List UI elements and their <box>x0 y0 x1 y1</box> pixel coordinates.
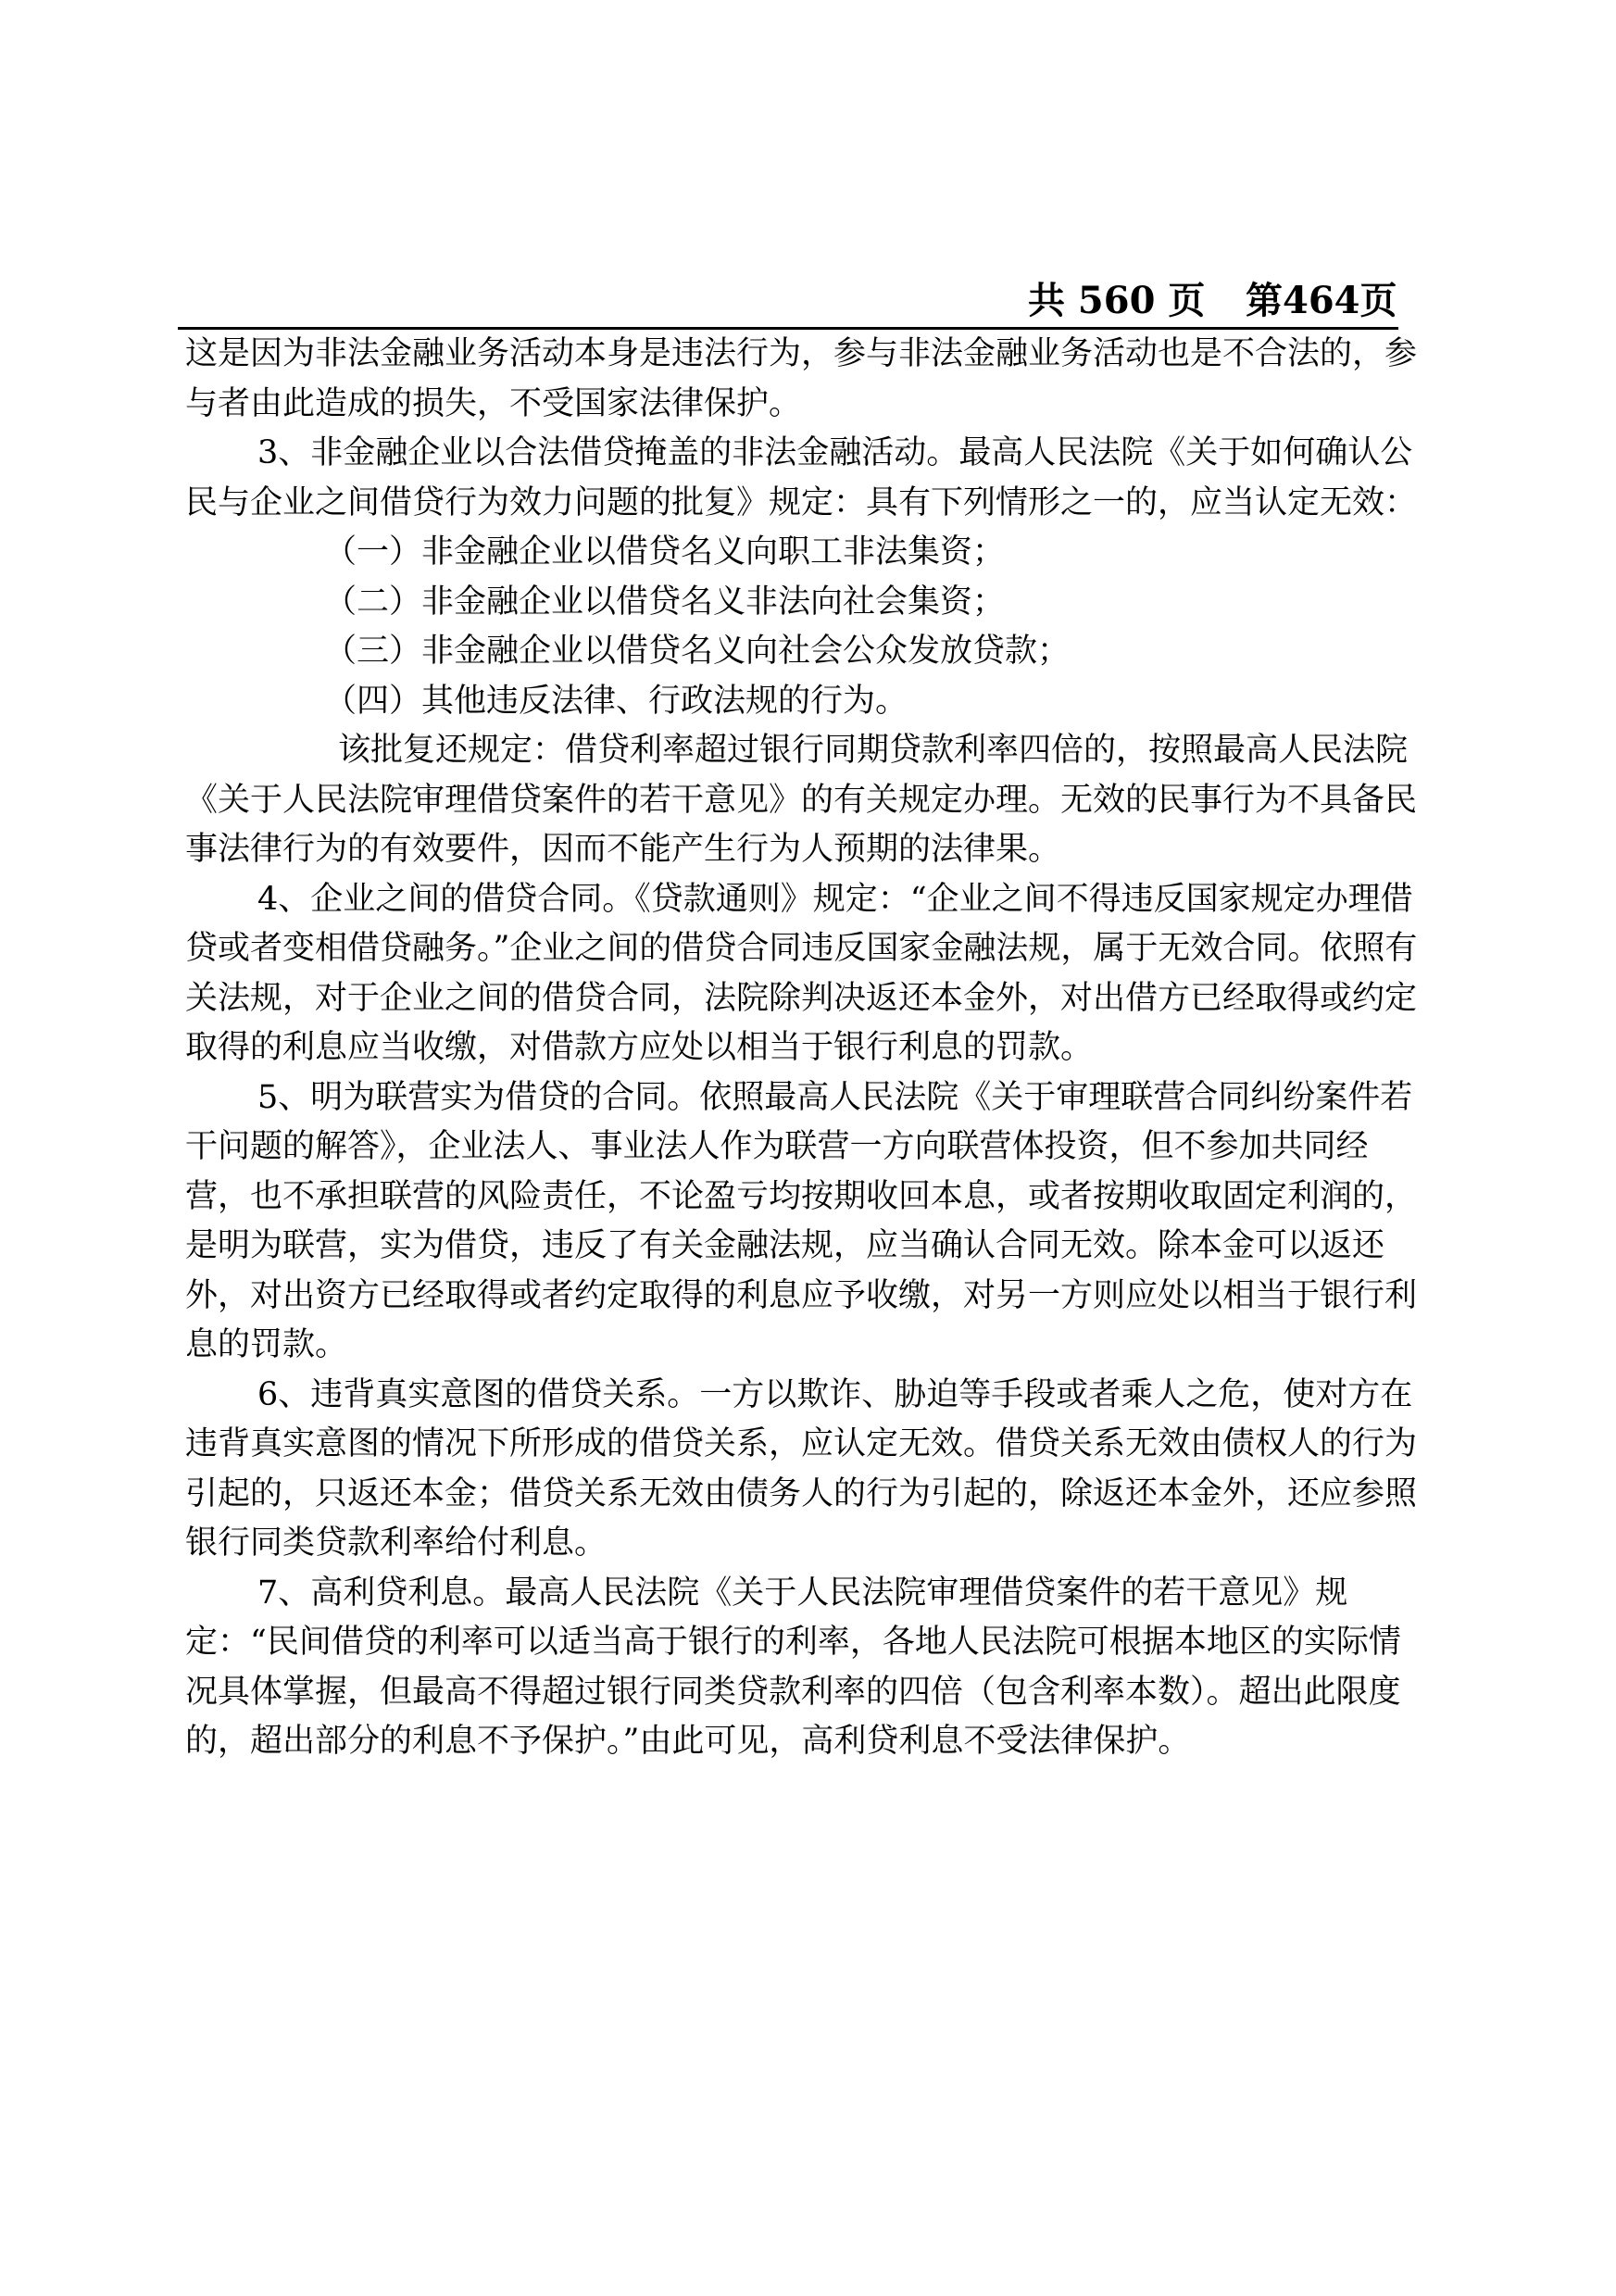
list-item-1: （一）非金融企业以借贷名义向职工非法集资； <box>324 533 1006 571</box>
paragraph-item-3: 3、非金融企业以合法借贷掩盖的非法金融活动。最高人民法院《关于如何确认公民与企业之间借贷行为效力问题的批复》规定：具有下列情形之一的，应当认定无效： <box>185 434 1418 521</box>
total-pages: 共 560 页 <box>1028 279 1206 322</box>
paragraph-reply-note: 该批复还规定：借贷利率超过银行同期贷款利率四倍的，按照最高人民法院《关于人民法院审理借贷案件的若干意见》的有关规定办理。无效的民事行为不具备民事法律行为的有效要件，因而不能产生行为人预期的法律果。 <box>185 732 1418 868</box>
paragraph-item-5: 5、明为联营实为借贷的合同。依照最高人民法院《关于审理联营合同纠纷案件若干问题的解答》，企业法人、事业法人作为联营一方向联营体投资，但不参加共同经营，也不承担联营的风险责任，不论盈亏均按期收回本息，或者按期收取固定利润的，是明为联营，实为借贷，违反了有关金融法规，应当确认合同无效。除本金可以返还外，对出资方已经取得或者约定取得的利息应予收缴，对另一方则应处以相当于银行利息的罚款。 <box>185 1078 1418 1363</box>
list-item-4: （四）其他违反法律、行政法规的行为。 <box>324 682 908 720</box>
paragraph-item-7: 7、高利贷利息。最高人民法院《关于人民法院审理借贷案件的若干意见》规定：“民间借贷的利率可以适当高于银行的利率，各地人民法院可根据本地区的实际情况具体掌握，但最高不得超过银行同类贷款利率的四倍（包含利率本数）。超出此限度的，超出部分的利息不予保护。”由此可见，高利贷利息不受法律保护。 <box>185 1574 1401 1760</box>
paragraph-item-4: 4、企业之间的借贷合同。《贷款通则》规定：“企业之间不得违反国家规定办理借贷或者变相借贷融务。”企业之间的借贷合同违反国家金融法规，属于无效合同。依照有关法规，对于企业之间的借贷合同，法院除判决返还本金外，对出借方已经取得或约定取得的利息应当收缴，对借款方应处以相当于银行利息的罚款。 <box>185 880 1418 1066</box>
page-header <box>1000 271 1398 327</box>
list-item-2: （二）非金融企业以借贷名义非法向社会集资； <box>324 583 1006 621</box>
paragraph-continuation: 这是因为非法金融业务活动本身是违法行为，参与非法金融业务活动也是不合法的，参与者由此造成的损失，不受国家法律保护。 <box>185 335 1418 422</box>
current-page: 第464页 <box>1246 279 1397 322</box>
list-item-3: （三）非金融企业以借贷名义向社会公众发放贷款； <box>324 633 1071 670</box>
paragraph-item-6: 6、违背真实意图的借贷关系。一方以欺诈、胁迫等手段或者乘人之危，使对方在违背真实意图的情况下所形成的借贷关系，应认定无效。借贷关系无效由债权人的行为引起的，只返还本金；借贷关系无效由债务人的行为引起的，除返还本金外，还应参照银行同类贷款利率给付利息。 <box>185 1375 1418 1562</box>
document-body <box>185 330 1431 1767</box>
